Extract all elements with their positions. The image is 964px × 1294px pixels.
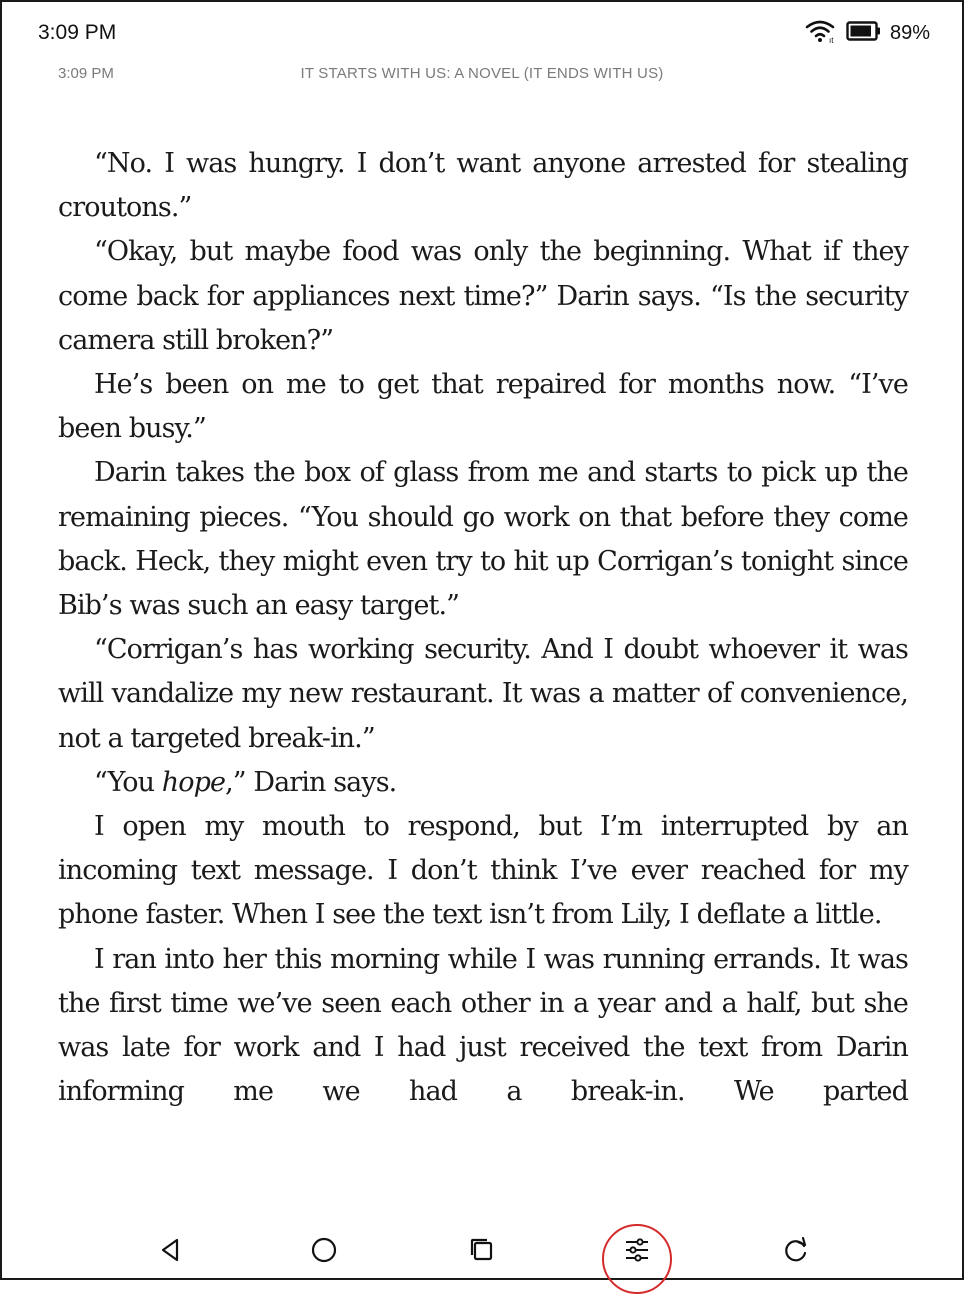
recents-icon <box>468 1236 496 1269</box>
svg-text:ıt: ıt <box>828 35 834 44</box>
refresh-icon <box>782 1236 810 1269</box>
reader-settings-icon <box>623 1236 651 1269</box>
battery-percent: 89% <box>889 21 930 44</box>
status-time: 3:09 PM <box>38 21 117 44</box>
paragraph-text: ,” Darin says. <box>225 766 397 798</box>
paragraph: Darin takes the box of glass from me and starts to pick up the remaining pieces. “You should go work on that before they come back. Heck, they might even try to hit up Corrigan’s tonight since Bib’s was such an easy target.” <box>58 457 908 622</box>
paragraph: “Okay, but maybe food was only the beginning. What if they come back for appliances next time?” Darin says. “Is the security camera still broken?” <box>58 236 908 356</box>
book-title: IT STARTS WITH US: A NOVEL (IT ENDS WITH US) <box>300 65 664 82</box>
paragraph: I open my mouth to respond, but I’m interrupted by an incoming text message. I don’t think I’ve ever reached for my phone faster. When I see the text isn’t from Lily, I deflate a little. <box>58 811 908 931</box>
home-button[interactable] <box>300 1228 348 1276</box>
paragraph: “No. I was hungry. I don’t want anyone arrested for stealing croutons.” <box>58 148 908 224</box>
reader-clock: 3:09 PM <box>58 65 114 82</box>
paragraph: He’s been on me to get that repaired for months now. “I’ve been busy.” <box>58 369 908 445</box>
book-page-text[interactable] <box>58 142 908 1114</box>
recents-button[interactable] <box>458 1228 506 1276</box>
paragraph: I ran into her this morning while I was running errands. It was the first time we’ve seen each other in a year and a half, but she was late for work and I had just received the text from Darin informing me we had a break-in. We parted <box>58 943 908 1108</box>
reader-header <box>2 62 962 88</box>
paragraph-text: “You <box>94 766 162 798</box>
back-button[interactable] <box>146 1228 194 1276</box>
battery-icon <box>846 20 882 47</box>
navigation-bar <box>2 1222 962 1278</box>
home-icon <box>310 1236 338 1269</box>
status-bar <box>2 2 962 58</box>
reader-settings-button[interactable] <box>613 1228 661 1276</box>
italic-text: hope <box>161 766 226 798</box>
paragraph: “Corrigan’s has working security. And I doubt whoever it was will vandalize my new restaurant. It was a matter of convenience, not a targeted break-in.” <box>58 634 908 754</box>
status-icons <box>804 19 930 47</box>
paragraph <box>58 761 908 805</box>
wifi-icon <box>804 18 838 49</box>
back-icon <box>156 1236 184 1269</box>
refresh-button[interactable] <box>772 1228 820 1276</box>
